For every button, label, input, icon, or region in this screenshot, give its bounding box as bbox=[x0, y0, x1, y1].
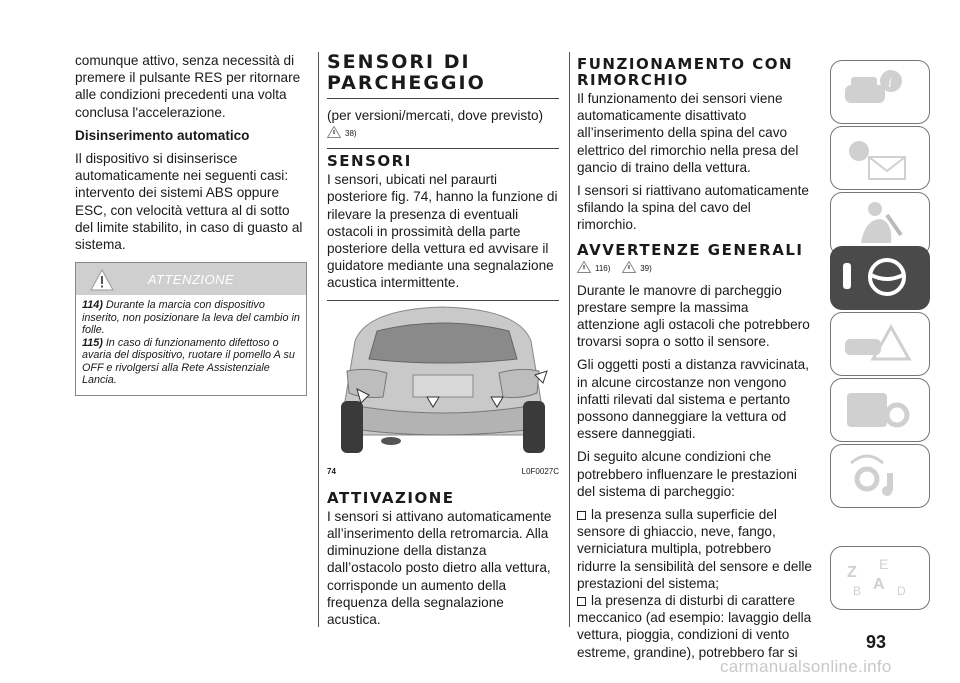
paragraph: Di seguito alcune condizioni che potrebbero influenzare le prestazioni del sistema di parcheggio: bbox=[577, 449, 797, 499]
paragraph: Gli oggetti posti a distanza ravvicinata, in alcune circostanze non vengono infatti rilevati dal sistema e pertanto possono danneggiare la vettura od essere danneggiati. bbox=[577, 357, 809, 442]
tab-maintenance[interactable] bbox=[830, 378, 930, 442]
maintenance-icon bbox=[831, 379, 931, 443]
emergency-icon bbox=[831, 313, 931, 377]
column-3 bbox=[577, 52, 813, 661]
attention-item-number: 115) bbox=[82, 336, 103, 349]
checkbox-bullet-icon bbox=[577, 597, 586, 606]
attention-item-text: Durante la marcia con dispositivo inserito, non posizionare la leva del cambio in folle. bbox=[82, 299, 300, 336]
rear-car-illustration bbox=[327, 301, 559, 457]
index-icon bbox=[831, 547, 931, 611]
tab-car-info[interactable] bbox=[830, 60, 930, 124]
paragraph: Durante le manovre di parcheggio prestare sempre la massima attenzione agli ostacoli che potrebbero trovarsi sopra o sotto il sensore. bbox=[577, 282, 810, 350]
attention-item-number: 114) bbox=[82, 299, 103, 311]
attention-item bbox=[82, 299, 300, 337]
list-item-text: la presenza sulla superficie del sensore di ghiaccio, neve, fango, verniciatura multipla, potrebbero ridurre la sensibilità del sensore e delle prestazioni del sistema; bbox=[577, 507, 812, 591]
reference-note: 38) bbox=[345, 129, 357, 138]
tab-emergency[interactable] bbox=[830, 312, 930, 376]
figure-number: 74 bbox=[327, 466, 336, 476]
svg-text:Z: Z bbox=[847, 564, 857, 581]
paragraph: I sensori, ubicati nel paraurti posteriore fig. 74, hanno la funzione di rilevare la presenza di eventuali ostacoli in prossimità della parte posteriore della vettura ed avvisare il guidatore mediante una segnalazione acustica intermittente. bbox=[327, 172, 558, 291]
paragraph: I sensori si riattivano automaticamente sfilando la spina del cavo del rimorchio. bbox=[577, 183, 809, 233]
subheading-disinserimento: Disinserimento automatico bbox=[75, 127, 250, 143]
paragraph: Il funzionamento dei sensori viene automaticamente disattivato all’inserimento della spina del cavo elettrico del rimorchio nella presa del gancio di traino della vettura. bbox=[577, 91, 799, 175]
checkbox-bullet-icon bbox=[577, 511, 586, 520]
driving-icon bbox=[831, 247, 931, 311]
list-item bbox=[577, 592, 813, 661]
list-item bbox=[577, 506, 813, 592]
tab-driving[interactable] bbox=[830, 246, 930, 310]
attention-box bbox=[75, 262, 307, 396]
column-2 bbox=[327, 52, 559, 634]
svg-text:E: E bbox=[879, 556, 889, 572]
svg-text:B: B bbox=[853, 584, 862, 598]
warning-lights-icon bbox=[831, 127, 931, 191]
watermark: carmanualsonline.info bbox=[720, 657, 892, 676]
tab-warning-lights[interactable] bbox=[830, 126, 930, 190]
svg-text:D: D bbox=[897, 584, 906, 598]
section-title-sensori-parcheggio: SENSORI DI PARCHEGGIO bbox=[327, 52, 559, 99]
column-divider bbox=[569, 52, 570, 627]
attention-header bbox=[76, 263, 306, 295]
multimedia-icon bbox=[831, 445, 931, 509]
reference-note: 116) bbox=[595, 264, 611, 274]
column-1 bbox=[75, 52, 307, 259]
attention-item-text: In caso di funzionamento difettoso o avaria del dispositivo, ruotare il pomello A su OFF e rivolgersi alla Rete Assistenziale Lancia. bbox=[82, 336, 295, 386]
figure-code: L0F0027C bbox=[521, 466, 559, 476]
figure-rear-car-sensors bbox=[327, 300, 559, 461]
reference-note: 39) bbox=[640, 264, 652, 274]
tab-multimedia[interactable] bbox=[830, 444, 930, 508]
attention-item bbox=[82, 337, 300, 387]
subtitle: (per versioni/mercati, dove previsto) bbox=[327, 108, 544, 123]
page-number: 93 bbox=[866, 632, 887, 652]
heading-avvertenze-generali: AVVERTENZE GENERALI bbox=[577, 240, 804, 259]
warning-triangle-icon bbox=[622, 260, 636, 277]
column-divider bbox=[318, 52, 319, 627]
heading-sensori: SENSORI bbox=[327, 148, 559, 169]
car-info-icon bbox=[831, 61, 931, 125]
list-item-text: la presenza di disturbi di carattere meccanico (ad esempio: lavaggio della vettura, pioggia, condizioni di vento estreme, grandine), potrebbero far si bbox=[577, 593, 812, 660]
svg-text:A: A bbox=[873, 576, 885, 593]
heading-attivazione: ATTIVAZIONE bbox=[327, 488, 455, 507]
paragraph: I sensori si attivano automaticamente all’inserimento della retromarcia. Alla diminuzione della distanza dall’ostacolo posto dietro alla vettura, corrisponde un aumento della frequenza della segnalazione acustica. bbox=[327, 508, 552, 628]
svg-text:i: i bbox=[888, 76, 892, 91]
tab-index[interactable] bbox=[830, 546, 930, 610]
paragraph: Il dispositivo si disinserisce automaticamente nei seguenti casi: intervento dei sistemi ABS oppure ESC, con velocità vettura al di sotto del limite stabilito, in caso di guasto al sistema. bbox=[75, 151, 303, 253]
paragraph: comunque attivo, senza necessità di premere il pulsante RES per ritornare alle condizioni precedenti una volta conclusa l'accelerazione. bbox=[75, 53, 301, 120]
warning-triangle-icon bbox=[327, 125, 341, 142]
attention-body bbox=[76, 295, 306, 395]
figure-caption bbox=[327, 463, 559, 480]
attention-title: ATTENZIONE bbox=[147, 272, 235, 287]
warning-triangle-icon bbox=[577, 260, 591, 277]
heading-funzionamento-rimorchio: FUNZIONAMENTO CON RIMORCHIO bbox=[577, 55, 794, 89]
